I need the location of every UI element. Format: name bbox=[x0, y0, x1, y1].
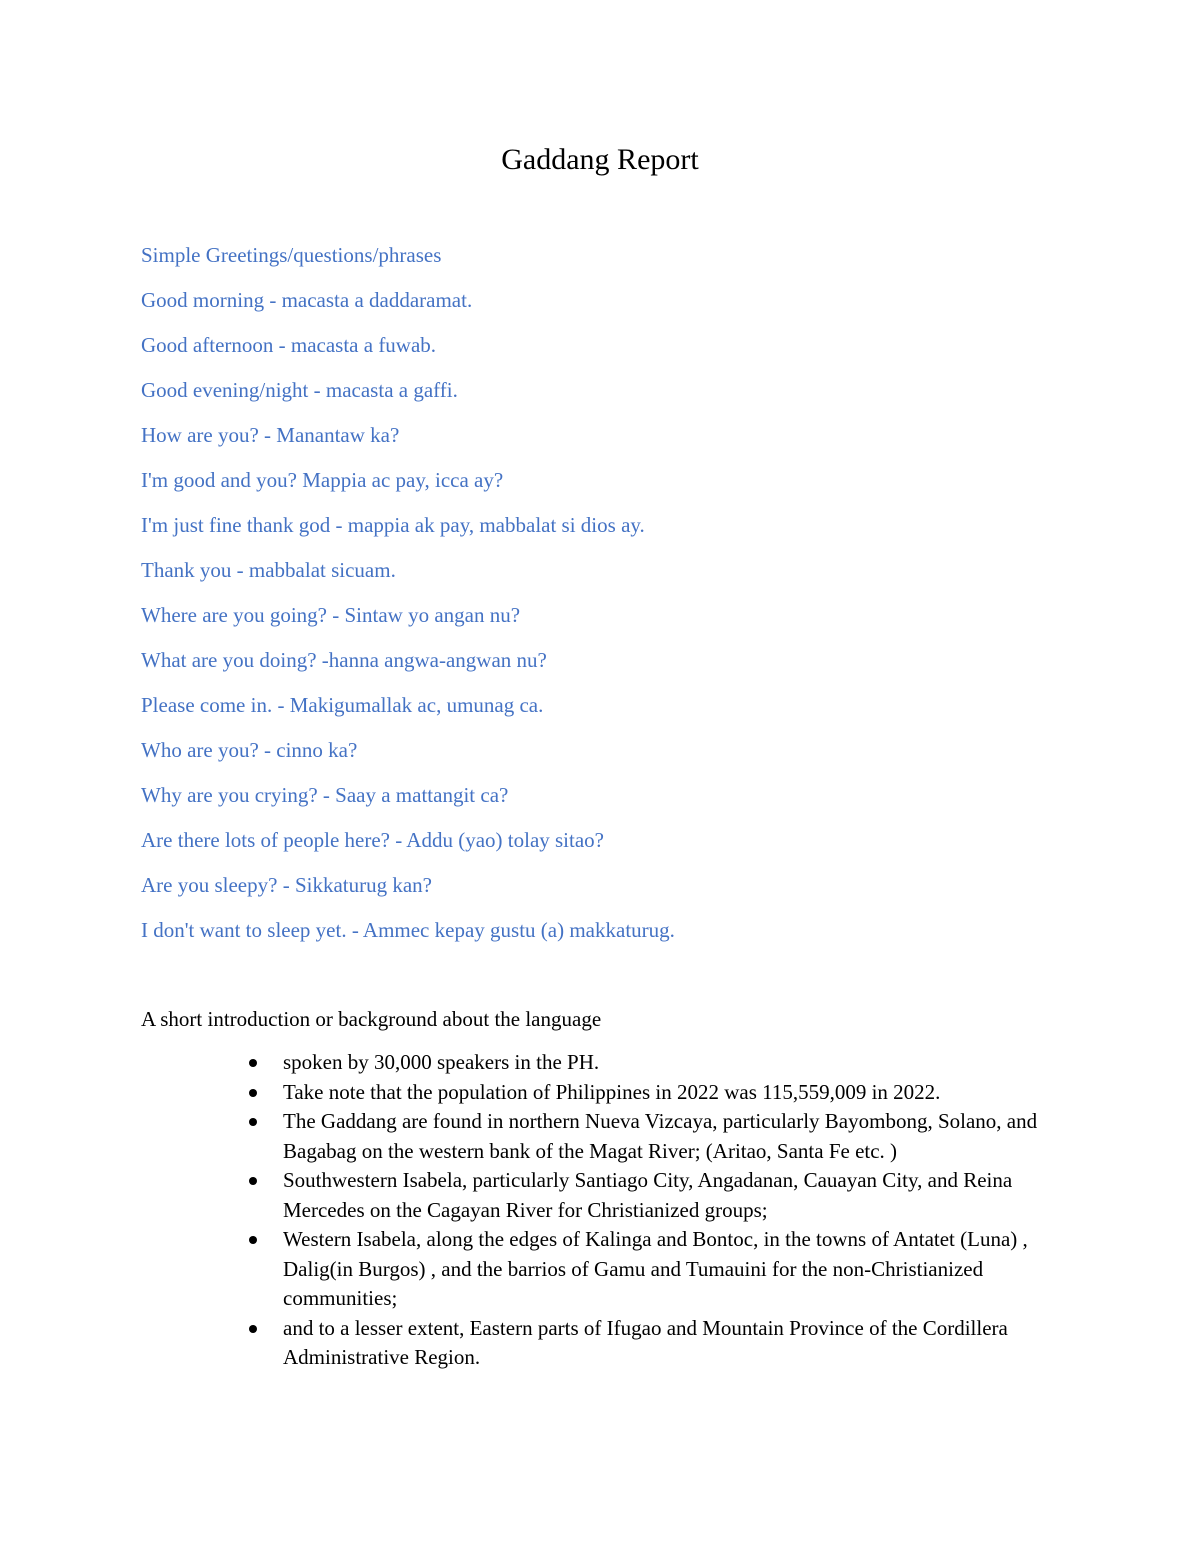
bullet-item bbox=[283, 1078, 1063, 1108]
phrase-item: Please come in. - Makigumallak ac, umunag ca. bbox=[141, 693, 544, 717]
phrase-item: What are you doing? -hanna angwa-angwan nu? bbox=[141, 648, 547, 672]
phrase-item: Are you sleepy? - Sikkaturug kan? bbox=[141, 873, 432, 897]
bullet-item bbox=[283, 1048, 1063, 1078]
phrase-item: Thank you - mabbalat sicuam. bbox=[141, 558, 396, 582]
phrase-item: Where are you going? - Sintaw yo angan nu? bbox=[141, 603, 521, 627]
phrase-item: How are you? - Manantaw ka? bbox=[141, 423, 400, 447]
bullet-dot-icon bbox=[249, 1325, 257, 1333]
phrase-item: Good afternoon - macasta a fuwab. bbox=[141, 333, 437, 357]
phrase-item: Who are you? - cinno ka? bbox=[141, 738, 358, 762]
phrases-heading: Simple Greetings/questions/phrases bbox=[141, 243, 442, 267]
phrase-item: I don't want to sleep yet. - Ammec kepay gustu (a) makkaturug. bbox=[141, 918, 675, 942]
bullet-text: Western Isabela, along the edges of Kalinga and Bontoc, in the towns of Antatet (Luna) , Dalig(in Burgos) , and the barrios of Gamu and Tumauini for the non-Christianized communities; bbox=[283, 1227, 1028, 1310]
bullet-text: and to a lesser extent, Eastern parts of Ifugao and Mountain Province of the Cordillera Administrative Region. bbox=[283, 1315, 1008, 1369]
intro-heading: A short introduction or background about the language bbox=[141, 1007, 602, 1031]
phrase-item: Why are you crying? - Saay a mattangit ca? bbox=[141, 783, 509, 807]
bullet-item bbox=[283, 1225, 1063, 1314]
phrase-item: Good morning - macasta a daddaramat. bbox=[141, 288, 473, 312]
phrase-item: I'm good and you? Mappia ac pay, icca ay? bbox=[141, 468, 504, 492]
phrases-list bbox=[141, 240, 675, 960]
bullet-dot-icon bbox=[249, 1059, 257, 1067]
bullet-text: spoken by 30,000 speakers in the PH. bbox=[283, 1050, 600, 1074]
bullet-dot-icon bbox=[249, 1089, 257, 1097]
bullet-item bbox=[283, 1314, 1063, 1373]
bullet-item bbox=[283, 1166, 1063, 1225]
bullet-dot-icon bbox=[249, 1177, 257, 1185]
phrase-item: Good evening/night - macasta a gaffi. bbox=[141, 378, 458, 402]
page-title: Gaddang Report bbox=[501, 143, 699, 176]
bullet-text: Southwestern Isabela, particularly Santiago City, Angadanan, Cauayan City, and Reina Mercedes on the Cagayan River for Christianized groups; bbox=[283, 1168, 1013, 1222]
phrase-item: Are there lots of people here? - Addu (yao) tolay sitao? bbox=[141, 828, 604, 852]
bullet-dot-icon bbox=[249, 1118, 257, 1126]
intro-bullet-list bbox=[283, 1048, 1063, 1373]
bullet-dot-icon bbox=[249, 1236, 257, 1244]
bullet-text: Take note that the population of Philippines in 2022 was 115,559,009 in 2022. bbox=[283, 1079, 941, 1104]
bullet-text: The Gaddang are found in northern Nueva Vizcaya, particularly Bayombong, Solano, and Bagabag on the western bank of the Magat River; (Aritao, Santa Fe etc. ) bbox=[283, 1109, 1038, 1163]
bullet-item bbox=[283, 1107, 1063, 1166]
phrase-item: I'm just fine thank god - mappia ak pay, mabbalat si dios ay. bbox=[141, 513, 645, 537]
